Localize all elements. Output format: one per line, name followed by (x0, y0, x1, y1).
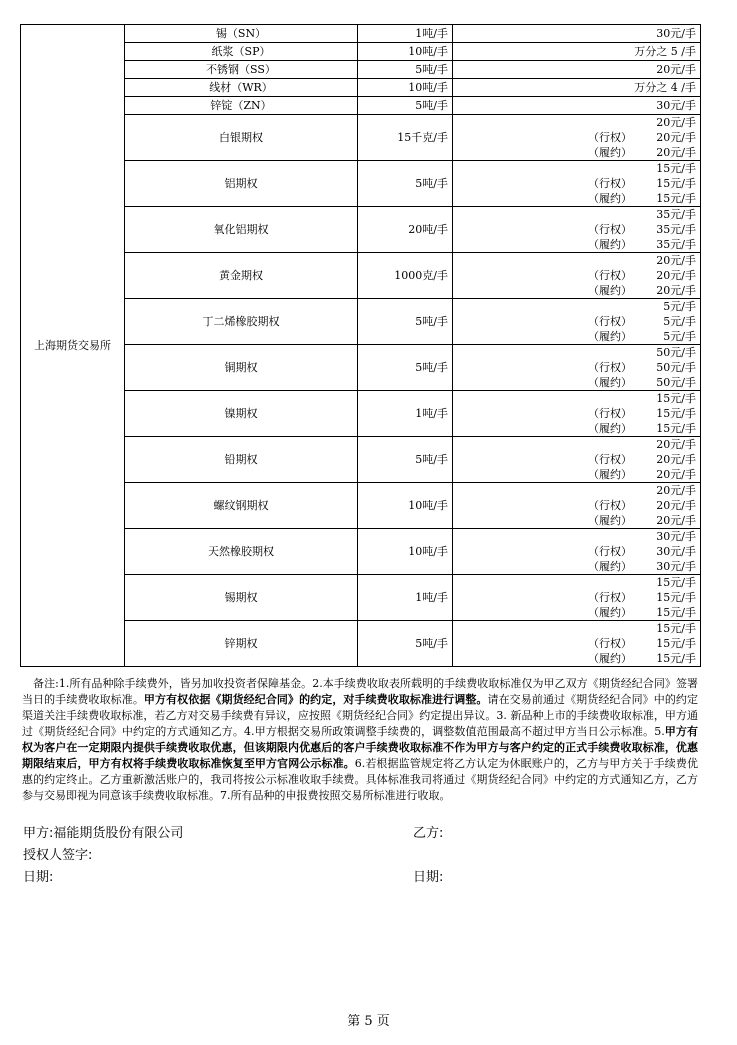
note-bold-segment: 甲方有权为客户在一定期限内提供手续费收取优惠，但该期限内优惠后的客户手续费收取标准不作为甲方与客户约定的正式手续费收取标准，优惠期限结束后，甲方有权将手续费收取标准恢复至甲方官网公示标准。 (22, 725, 698, 770)
delivery-fee: 5元/手 (663, 330, 696, 343)
delivery-label: （履约） (588, 330, 632, 343)
option-name: 天然橡胶期权 (125, 529, 358, 575)
fee-table (20, 24, 701, 667)
trading-unit: 5吨/手 (358, 299, 453, 345)
trading-unit: 5吨/手 (358, 161, 453, 207)
option-fee-cell (453, 115, 701, 161)
date-a: 日期: (23, 870, 54, 885)
option-fee-cell (453, 161, 701, 207)
fee-line (457, 299, 696, 314)
exercise-fee: 20元/手 (656, 499, 696, 512)
option-name: 铜期权 (125, 345, 358, 391)
trading-unit: 1000克/手 (358, 253, 453, 299)
open-fee: 50元/手 (656, 346, 696, 359)
delivery-fee: 15元/手 (656, 606, 696, 619)
delivery-fee: 20元/手 (656, 146, 696, 159)
option-name: 氧化铝期权 (125, 207, 358, 253)
exercise-fee: 20元/手 (656, 269, 696, 282)
option-fee-cell (453, 483, 701, 529)
exercise-line (457, 130, 696, 145)
option-name: 镍期权 (125, 391, 358, 437)
open-fee: 20元/手 (656, 116, 696, 129)
exercise-line (457, 176, 696, 191)
exercise-label: （行权） (588, 591, 632, 604)
delivery-fee: 15元/手 (656, 422, 696, 435)
note-segment: 请在交易前通过《期货经纪合同》中的约定渠道关注手续费收取标准，若乙方对交易手续费有异议，应按照《期货经纪合同》约定提出异议。3. 新品种上市的手续费收取标准，甲方通过《期货经纪合同》中约定的方式通知乙方。4.甲方根据交易所政策调整手续费的，调整数值范围最高不超过甲方当日公示标准。5. (22, 693, 699, 738)
exercise-fee: 15元/手 (656, 177, 696, 190)
exercise-label: （行权） (588, 499, 632, 512)
exercise-line (457, 268, 696, 283)
exercise-label: （行权） (588, 453, 632, 466)
fee-line (457, 345, 696, 360)
open-fee: 15元/手 (656, 162, 696, 175)
option-name: 锡期权 (125, 575, 358, 621)
delivery-label: （履约） (588, 560, 632, 573)
exercise-line (457, 452, 696, 467)
option-name: 白银期权 (125, 115, 358, 161)
trading-unit: 1吨/手 (358, 25, 453, 43)
delivery-line (457, 329, 696, 344)
open-fee: 5元/手 (663, 300, 696, 313)
exercise-fee: 30元/手 (656, 545, 696, 558)
delivery-label: （履约） (588, 146, 632, 159)
fee-line (457, 437, 696, 452)
option-fee-cell (453, 575, 701, 621)
trading-unit: 1吨/手 (358, 391, 453, 437)
option-fee-cell (453, 253, 701, 299)
notes (22, 676, 698, 804)
open-fee: 15元/手 (656, 622, 696, 635)
delivery-fee: 30元/手 (656, 560, 696, 573)
delivery-line (457, 467, 696, 482)
note-segment: 备注:1.所有品种除手续费外，皆另加收投资者保障基金。2.本手续费收取表所载明的手续费收取标准仅为甲乙双方《期货经纪合同》签署当日的手续费收取标准。 (22, 677, 698, 706)
option-fee-cell (453, 621, 701, 667)
delivery-line (457, 145, 696, 160)
fee-line (457, 483, 696, 498)
trading-unit: 5吨/手 (358, 345, 453, 391)
delivery-line (457, 605, 696, 620)
exercise-line (457, 314, 696, 329)
open-fee: 15元/手 (656, 392, 696, 405)
fee-line (457, 391, 696, 406)
trading-unit: 15千克/手 (358, 115, 453, 161)
fee-value: 20元/手 (453, 61, 701, 79)
delivery-label: （履约） (588, 192, 632, 205)
trading-unit: 5吨/手 (358, 621, 453, 667)
open-fee: 20元/手 (656, 438, 696, 451)
exercise-fee: 5元/手 (663, 315, 696, 328)
open-fee: 20元/手 (656, 484, 696, 497)
exercise-fee: 20元/手 (656, 453, 696, 466)
delivery-fee: 20元/手 (656, 468, 696, 481)
fee-value: 30元/手 (453, 25, 701, 43)
trading-unit: 1吨/手 (358, 575, 453, 621)
delivery-line (457, 421, 696, 436)
open-fee: 30元/手 (656, 530, 696, 543)
delivery-fee: 15元/手 (656, 652, 696, 665)
fee-line (457, 621, 696, 636)
fee-line (457, 253, 696, 268)
option-name: 螺纹钢期权 (125, 483, 358, 529)
exercise-line (457, 406, 696, 421)
exercise-fee: 50元/手 (656, 361, 696, 374)
delivery-label: （履约） (588, 514, 632, 527)
authorized-signature: 授权人签字: (23, 848, 93, 863)
delivery-label: （履约） (588, 284, 632, 297)
option-fee-cell (453, 207, 701, 253)
product-name: 线材（WR） (125, 79, 358, 97)
note-bold-segment: 甲方有权依据《期货经纪合同》的约定，对手续费收取标准进行调整。 (143, 693, 488, 706)
exercise-line (457, 360, 696, 375)
delivery-line (457, 513, 696, 528)
exercise-label: （行权） (588, 177, 632, 190)
exercise-line (457, 222, 696, 237)
delivery-label: （履约） (588, 652, 632, 665)
exercise-line (457, 590, 696, 605)
exercise-label: （行权） (588, 269, 632, 282)
open-fee: 20元/手 (656, 254, 696, 267)
exercise-line (457, 636, 696, 651)
exercise-line (457, 544, 696, 559)
delivery-line (457, 237, 696, 252)
option-fee-cell (453, 299, 701, 345)
option-name: 铅期权 (125, 437, 358, 483)
exercise-label: （行权） (588, 223, 632, 236)
trading-unit: 10吨/手 (358, 43, 453, 61)
exercise-label: （行权） (588, 545, 632, 558)
fee-value: 万分之 4 /手 (453, 79, 701, 97)
option-fee-cell (453, 437, 701, 483)
trading-unit: 5吨/手 (358, 97, 453, 115)
option-name: 铝期权 (125, 161, 358, 207)
delivery-line (457, 559, 696, 574)
delivery-line (457, 191, 696, 206)
exercise-fee: 15元/手 (656, 637, 696, 650)
delivery-fee: 20元/手 (656, 514, 696, 527)
delivery-label: （履约） (588, 606, 632, 619)
option-name: 丁二烯橡胶期权 (125, 299, 358, 345)
exercise-line (457, 498, 696, 513)
trading-unit: 20吨/手 (358, 207, 453, 253)
fee-line (457, 161, 696, 176)
option-name: 锌期权 (125, 621, 358, 667)
date-b: 日期: (413, 870, 444, 885)
trading-unit: 10吨/手 (358, 79, 453, 97)
page-number: 第 5 页 (347, 1014, 390, 1029)
option-fee-cell (453, 529, 701, 575)
table-row (21, 25, 701, 43)
option-name: 黄金期权 (125, 253, 358, 299)
product-name: 不锈钢（SS） (125, 61, 358, 79)
option-fee-cell (453, 391, 701, 437)
note-segment: 6.若根据监管规定将乙方认定为休眠账户的，乙方与甲方关于手续费优惠的约定终止。乙方重新激活账户的，我司将按公示标准收取手续费。具体标准我司将通过《期货经纪合同》中约定的方式通知乙方，乙方参与交易即视为同意该手续费收取标准。7.所有品种的申报费按照交易所标准进行收取。 (22, 757, 698, 802)
delivery-label: （履约） (588, 376, 632, 389)
delivery-label: （履约） (588, 238, 632, 251)
product-name: 锌锭（ZN） (125, 97, 358, 115)
exercise-fee: 35元/手 (656, 223, 696, 236)
trading-unit: 5吨/手 (358, 61, 453, 79)
delivery-line (457, 283, 696, 298)
delivery-fee: 20元/手 (656, 284, 696, 297)
delivery-fee: 15元/手 (656, 192, 696, 205)
exercise-label: （行权） (588, 407, 632, 420)
delivery-fee: 35元/手 (656, 238, 696, 251)
exercise-fee: 20元/手 (656, 131, 696, 144)
delivery-label: （履约） (588, 422, 632, 435)
exchange-name: 上海期货交易所 (21, 25, 125, 667)
trading-unit: 10吨/手 (358, 529, 453, 575)
exercise-label: （行权） (588, 131, 632, 144)
fee-line (457, 529, 696, 544)
exercise-label: （行权） (588, 315, 632, 328)
delivery-fee: 50元/手 (656, 376, 696, 389)
trading-unit: 10吨/手 (358, 483, 453, 529)
open-fee: 35元/手 (656, 208, 696, 221)
party-a: 甲方:福能期货股份有限公司 (23, 826, 184, 841)
exercise-label: （行权） (588, 637, 632, 650)
exercise-fee: 15元/手 (656, 591, 696, 604)
delivery-line (457, 651, 696, 666)
product-name: 锡（SN） (125, 25, 358, 43)
fee-value: 万分之 5 /手 (453, 43, 701, 61)
exercise-fee: 15元/手 (656, 407, 696, 420)
product-name: 纸浆（SP） (125, 43, 358, 61)
open-fee: 15元/手 (656, 576, 696, 589)
fee-line (457, 575, 696, 590)
delivery-label: （履约） (588, 468, 632, 481)
fee-line (457, 115, 696, 130)
trading-unit: 5吨/手 (358, 437, 453, 483)
option-fee-cell (453, 345, 701, 391)
delivery-line (457, 375, 696, 390)
exercise-label: （行权） (588, 361, 632, 374)
fee-value: 30元/手 (453, 97, 701, 115)
party-b: 乙方: (413, 826, 444, 841)
fee-line (457, 207, 696, 222)
